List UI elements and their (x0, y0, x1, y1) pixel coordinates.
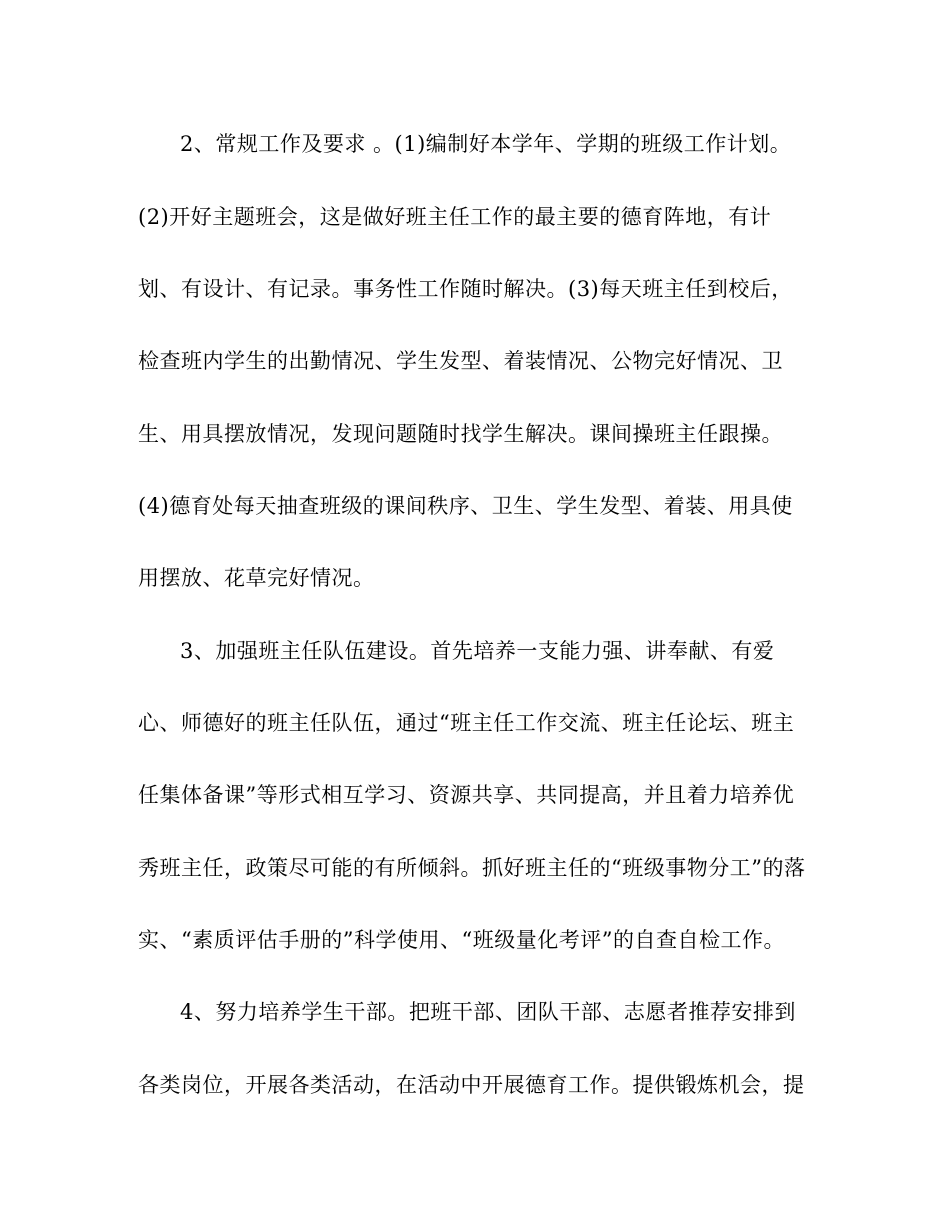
paragraph-2-line-3: 划、有设计、有记录。事务性工作随时解决。(3)每天班主任到校后， (138, 277, 793, 301)
paragraph-2-line-1: 2、常规工作及要求 。(1)编制好本学年、学期的班级工作计划。 (180, 132, 792, 156)
paragraph-3-line-3: 任集体备课”等形式相互学习、资源共享、共同提高，并且着力培养优 (138, 783, 795, 807)
paragraph-2-line-4: 检查班内学生的出勤情况、学生发型、着装情况、公物完好情况、卫 (138, 349, 783, 373)
paragraph-2-line-6: (4)德育处每天抽查班级的课间秩序、卫生、学生发型、着装、用具使 (138, 494, 793, 518)
paragraph-3-line-4: 秀班主任，政策尽可能的有所倾斜。抓好班主任的“班级事物分工”的落 (138, 856, 806, 880)
paragraph-2-line-2: (2)开好主题班会，这是做好班主任工作的最主要的德育阵地，有计 (138, 205, 772, 229)
paragraph-2-line-5: 生、用具摆放情况，发现问题随时找学生解决。课间操班主任跟操。 (138, 422, 783, 446)
paragraph-4-line-1: 4、努力培养学生干部。把班干部、团队干部、志愿者推荐安排到 (180, 1000, 796, 1024)
paragraph-4-line-2: 各类岗位，开展各类活动，在活动中开展德育工作。提供锻炼机会，提 (138, 1073, 805, 1097)
paragraph-3-line-1: 3、加强班主任队伍建设。首先培养一支能力强、讲奉献、有爱 (180, 639, 775, 663)
paragraph-3-line-2: 心、师德好的班主任队伍，通过“班主任工作交流、班主任论坛、班主 (138, 711, 795, 735)
paragraph-3-line-5: 实、“素质评估手册的”科学使用、“班级量化考评”的自查自检工作。 (138, 928, 785, 952)
paragraph-2-line-7: 用摆放、花草完好情况。 (138, 566, 375, 590)
